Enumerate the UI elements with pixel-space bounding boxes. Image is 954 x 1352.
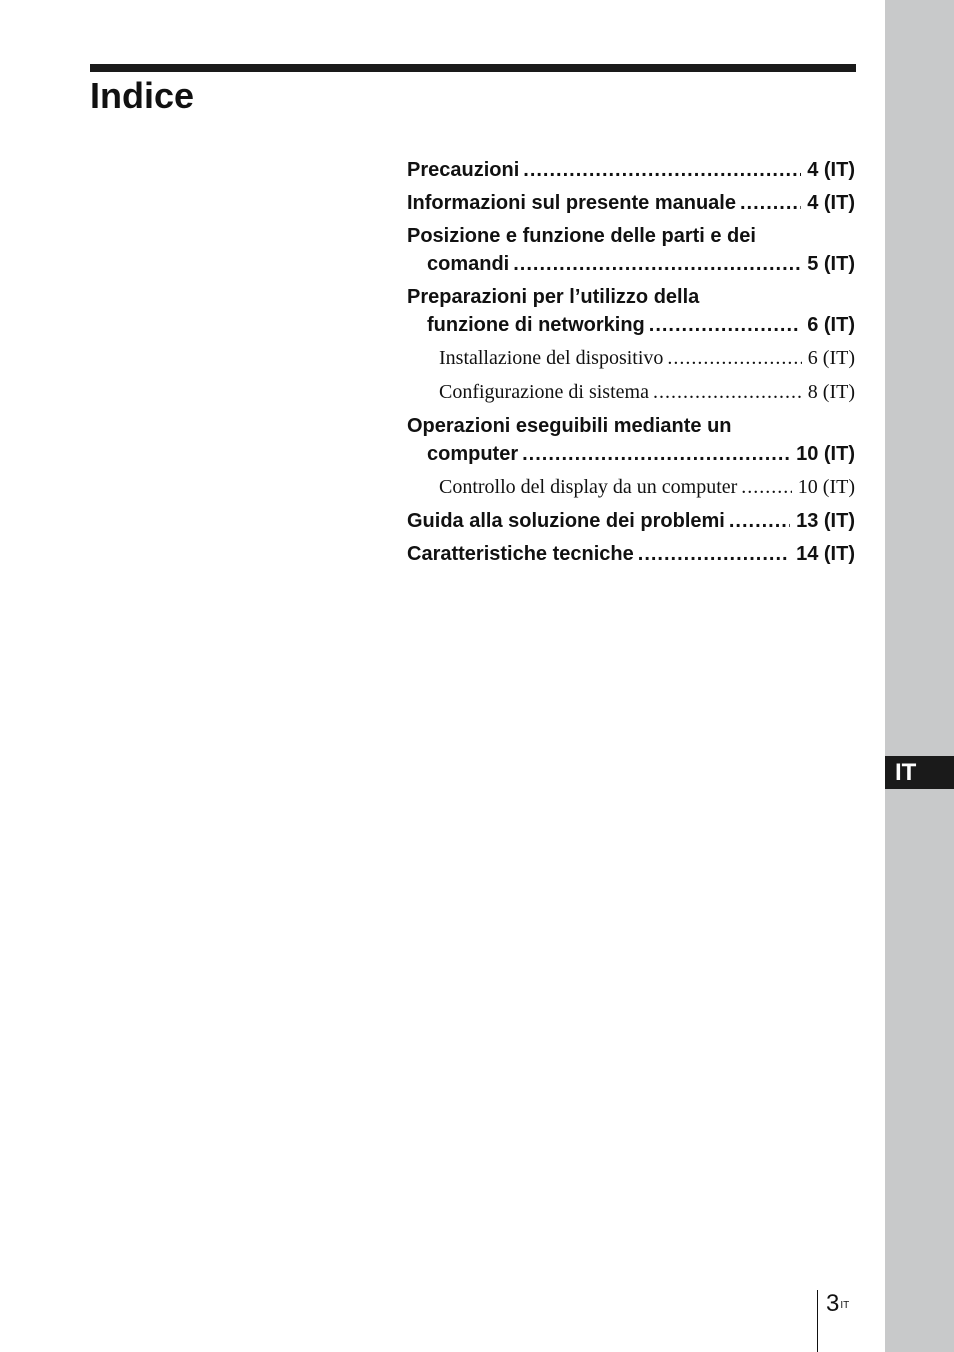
- toc-entry-line: [407, 311, 855, 339]
- toc-entry-page: 13 (IT): [796, 510, 855, 532]
- toc-entry-page: 8 (IT): [807, 381, 855, 403]
- toc-entry-title: Configurazione di sistema: [439, 381, 649, 403]
- toc-entry-title: comandi: [427, 253, 510, 275]
- toc-dot-leader: [638, 540, 790, 568]
- page-number-divider: [817, 1290, 818, 1352]
- toc-entry-line: [407, 412, 855, 440]
- toc-entry-title: Informazioni sul presente manuale: [407, 192, 736, 214]
- toc-dot-leader: [741, 473, 792, 501]
- toc-dot-leader: [513, 250, 801, 278]
- toc-entry[interactable]: [407, 378, 855, 406]
- toc-dot-leader: [653, 378, 802, 406]
- toc-entry-line: [439, 344, 855, 372]
- toc-entry-page: 14 (IT): [796, 543, 855, 565]
- toc-entry-title: Guida alla soluzione dei problemi: [407, 510, 725, 532]
- toc-entry-title: funzione di networking: [427, 314, 645, 336]
- toc-entry[interactable]: [407, 156, 855, 184]
- side-strip: [885, 0, 954, 1352]
- toc-entry-line: [439, 473, 855, 501]
- toc-entry-title: Controllo del display da un computer: [439, 476, 738, 498]
- toc-dot-leader: [740, 189, 801, 217]
- toc-entry-title: Installazione del dispositivo: [439, 347, 664, 369]
- toc-entry-page: 6 (IT): [807, 347, 855, 369]
- toc-entry[interactable]: [407, 412, 855, 468]
- toc-entry-page: 10 (IT): [797, 476, 855, 498]
- page-number-value: 3: [826, 1290, 840, 1317]
- toc-entry-page: 10 (IT): [796, 443, 855, 465]
- toc-entry-line: [407, 283, 855, 311]
- toc-entry-line: [407, 156, 855, 184]
- toc-entry-line: [407, 507, 855, 535]
- toc-entry-page: 4 (IT): [807, 159, 855, 181]
- page-number-suffix: IT: [840, 1300, 850, 1311]
- toc-entry-title: Precauzioni: [407, 159, 520, 181]
- title-rule: [90, 64, 856, 72]
- toc-entry-page: 5 (IT): [807, 253, 855, 275]
- toc-entry[interactable]: [407, 507, 855, 535]
- language-tab: IT: [885, 756, 954, 789]
- toc-entry-line: [407, 189, 855, 217]
- toc-entry-title: Caratteristiche tecniche: [407, 543, 634, 565]
- toc-dot-leader: [649, 311, 801, 339]
- toc-entry-title: Posizione e funzione delle parti e dei: [407, 225, 756, 247]
- toc-entry[interactable]: [407, 222, 855, 278]
- page-title: Indice: [90, 75, 195, 116]
- toc-entry-line: [407, 440, 855, 468]
- toc-entry-title: computer: [427, 443, 519, 465]
- toc-dot-leader: [729, 507, 790, 535]
- toc-dot-leader: [667, 344, 801, 372]
- toc-entry-line: [407, 540, 855, 568]
- toc-entry[interactable]: [407, 344, 855, 372]
- page-number: [826, 1290, 849, 1318]
- toc-entry-line: [407, 222, 855, 250]
- toc-entry[interactable]: [407, 189, 855, 217]
- toc-dot-leader: [523, 156, 801, 184]
- toc-entry[interactable]: [407, 283, 855, 339]
- toc-entry-page: 6 (IT): [807, 314, 855, 336]
- toc-entry-page: 4 (IT): [807, 192, 855, 214]
- table-of-contents: [407, 156, 855, 573]
- toc-dot-leader: [522, 440, 790, 468]
- toc-entry-title: Preparazioni per l’utilizzo della: [407, 286, 700, 308]
- toc-entry[interactable]: [407, 540, 855, 568]
- toc-entry-title: Operazioni eseguibili mediante un: [407, 415, 732, 437]
- toc-entry-line: [439, 378, 855, 406]
- toc-entry[interactable]: [407, 473, 855, 501]
- toc-entry-line: [407, 250, 855, 278]
